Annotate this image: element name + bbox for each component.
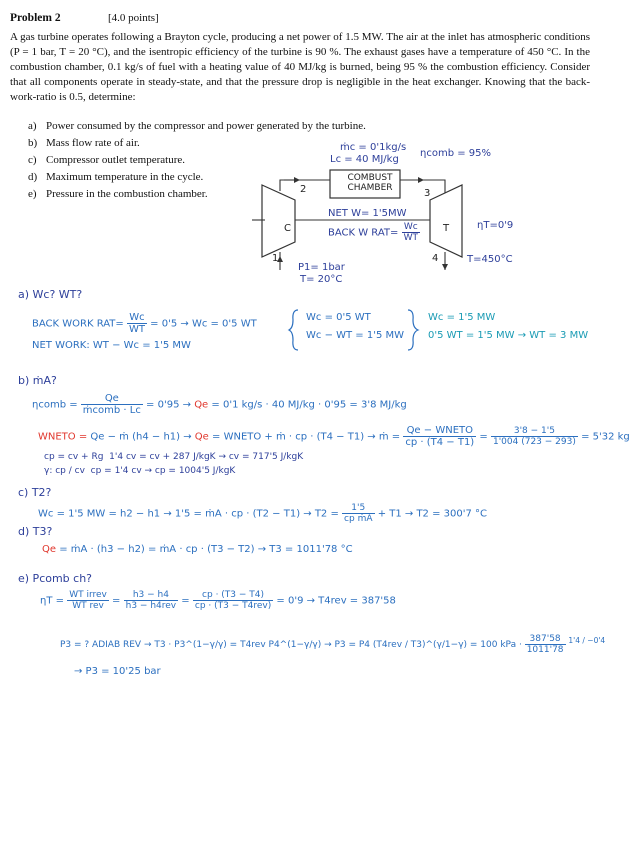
- solution-a-right2: 0'5 WT = 1'5 MW → WT = 3 MW: [428, 330, 589, 341]
- diagram-eta-t: ηT=0'9: [477, 220, 514, 231]
- diagram-t4: T=450°C: [467, 254, 513, 265]
- solution-e-final: → P3 = 10'25 bar: [74, 666, 161, 677]
- diagram-p1: P1= 1bar: [298, 262, 345, 273]
- question-e: e) Pressure in the combustion chamber.: [28, 188, 208, 200]
- diagram-lc: Lc = 40 MJ/kg: [330, 154, 399, 165]
- diagram-net-w: NET W= 1'5MW: [328, 208, 407, 219]
- solution-a-heading: a) Wc? WT?: [18, 288, 83, 301]
- diagram-turbine-label: T: [443, 223, 450, 234]
- solution-e-heading: e) Pcomb ch?: [18, 572, 93, 585]
- diagram-state-2: 2: [300, 184, 307, 195]
- diagram-t1: T= 20°C: [300, 274, 343, 285]
- solution-e-eta-line: ηT = $\frac{\text{WT irrev}}{\text{WT rev}}$ = $\frac{h3 - h4}{\text{h3 − h4rev}}$ = $\frac{cp \cdot (T3 - T4)}{\text{cp · (T3 − T4rev)}}$ = 0'9 → T4rev = 387'58: [40, 590, 396, 611]
- solution-a-mid1: Wc = 0'5 WT: [306, 312, 371, 323]
- turbine-shape: [430, 185, 462, 257]
- diagram-eta-comb: ηcomb = 95%: [420, 148, 492, 159]
- solution-c-line: Wc = 1'5 MW = h2 − h1 → 1'5 = ṁA · cp · (T2 − T1) → T2 = $\frac{1'5}{\text{cp ṁA}}$ + T1 → T2 = 300'7 °C: [38, 503, 488, 524]
- solution-b-cp2: γ: cp / cv cp = 1'4 cv → cp = 1004'5 J/kgK: [44, 466, 236, 476]
- solution-b-wnet-line: WNETO = Qe − ṁ (h4 − h1) → Qe = WNETO + ṁ · cp · (T4 − T1) → ṁ = $\frac{\text{Qe − WNETO}}{cp \cdot (T4 - T1)}$ = $\frac{3'8 - 1'5}{1'004 (723 - 293)}$ = 5'32 kg: [38, 425, 630, 448]
- diagram-mc: ṁc = 0'1kg/s: [340, 142, 407, 153]
- problem-points: [4.0 points]: [108, 12, 159, 24]
- line-3: [400, 180, 445, 193]
- brace-left: [288, 308, 302, 352]
- compressor-shape: [262, 185, 295, 257]
- problem-statement: A gas turbine operates following a Brayton cycle, producing a net power of 1.5 MW. The air at the inlet has atmospheric conditions (P = 1 bar, T = 20 °C), and the isentropic efficiency of the turbine is 90 %. The exhaust gases have a temperature of 450 °C. In the combustion chamber, 0.1 kg/s of fuel with a heating value of 40 MJ/kg is burned, being 95 % the combustion efficiency. Consider that all components operate in steady-state, and that the pressure drop is negligible in the heat exchanger. Knowing that the back-work-ratio is 0.5, determine:: [10, 31, 590, 103]
- question-a: a) Power consumed by the compressor and power generated by the turbine.: [28, 120, 366, 132]
- question-d: d) Maximum temperature in the cycle.: [28, 171, 204, 183]
- solution-a-line2: NET WORK: WT − Wc = 1'5 MW: [32, 340, 191, 351]
- solution-d-line: Qe = ṁA · (h3 − h2) = ṁA · cp · (T3 − T2) → T3 = 1011'78 °C: [42, 544, 353, 555]
- brace-right: [406, 308, 420, 352]
- question-b: b) Mass flow rate of air.: [28, 137, 140, 149]
- solution-a-line1: BACK WORK RAT= $\frac{Wc}{WT}$ = 0'5 → Wc = 0'5 WT: [32, 312, 257, 335]
- diagram-state-3: 3: [424, 188, 431, 199]
- diagram-chamber-label: COMBUST CHAMBER: [347, 173, 393, 193]
- solution-b-cp1: cp = cv + Rg 1'4 cv = cv + 287 J/kgK → cv = 717'5 J/kgK: [44, 452, 304, 462]
- diagram-compressor-label: C: [284, 223, 291, 234]
- solution-b-heading: b) ṁA?: [18, 374, 57, 387]
- question-c: c) Compressor outlet temperature.: [28, 154, 185, 166]
- solution-a-mid2: Wc − WT = 1'5 MW: [306, 330, 405, 341]
- solution-d-heading: d) T3?: [18, 525, 53, 538]
- solution-c-heading: c) T2?: [18, 486, 52, 499]
- diagram-state-1: 1: [272, 253, 279, 264]
- solution-a-right1: Wc = 1'5 MW: [428, 312, 496, 323]
- solution-b-eta-line: ηcomb = $\frac{Qe}{\text{ṁcomb · Lc}}$ = 0'95 → Qe = 0'1 kg/s · 40 MJ/kg · 0'95 = 3'8 MJ/kg: [32, 393, 407, 416]
- diagram-bwr: BACK W RAT= $\frac{Wc}{WT}$: [328, 222, 418, 243]
- diagram-state-4: 4: [432, 253, 439, 264]
- problem-title: Problem 2: [10, 12, 61, 24]
- solution-e-p3-line: P3 = ? ADIAB REV → T3 · P3^(1−γ/γ) = T4rev P4^(1−γ/γ) → P3 = P4 (T4rev / T3)^(γ/1−γ) = 100 kPa · $\frac{387'58}{1011'78}$ $^{1'4 / -0'4}$: [60, 634, 606, 655]
